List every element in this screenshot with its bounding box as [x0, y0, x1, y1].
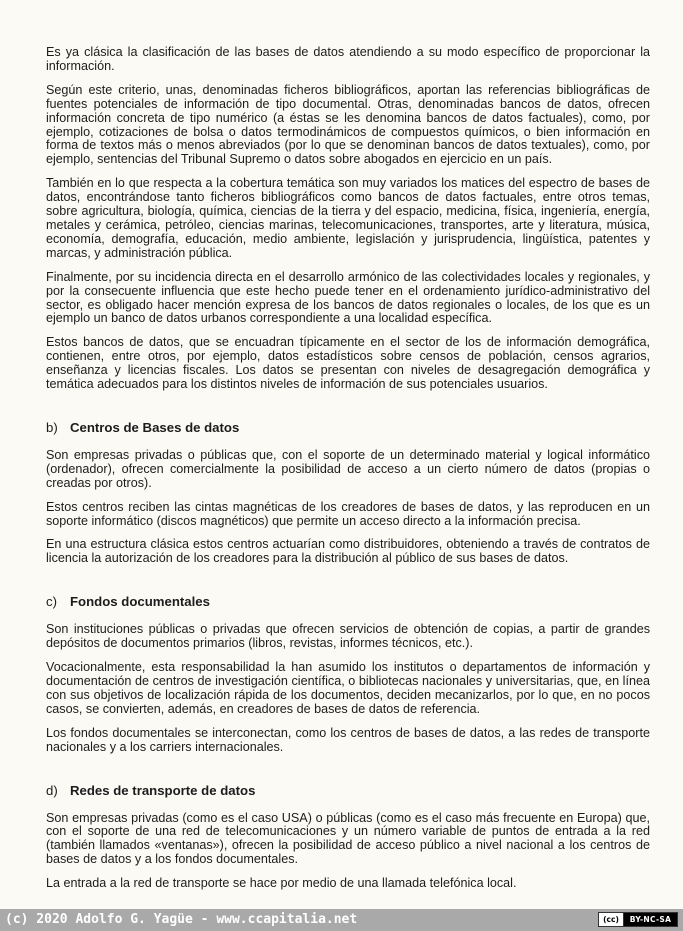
section-title: Redes de transporte de datos — [70, 782, 256, 798]
intro-paragraph-1: Es ya clásica la clasificación de las bases de datos atendiendo a su modo específico de proporcionar la información. — [46, 45, 650, 73]
section-letter: d) — [46, 782, 58, 798]
copyright-footer — [0, 909, 683, 931]
license-label: BY-NC-SA — [624, 913, 677, 926]
section-d-paragraph-1: Son empresas privadas (como es el caso USA) o públicas (como es el caso más frecuente en Europa) que, con el soporte de una red de telecomunicaciones y un número variable de puntos de entrada a la red (también llamados «ventanas»), ofrecen la posibilidad de acceso público a nivel nacional a los centros de bases de datos y a los fondos documentales. — [46, 810, 650, 867]
section-heading-b — [46, 420, 650, 435]
copyright-text: (c) 2020 Adolfo G. Yagüe - www.ccapitalia.net — [5, 912, 358, 927]
section-c-paragraph-2: Vocacionalmente, esta responsabilidad la han asumido los institutos o departamentos de información y documentación de centros de investigación científica, o bibliotecas nacionales y universitarias, que, en línea con sus objetivos de localización rápida de los documentos, deciden mecanizarlos, por lo que, en no pocos casos, se convierten, además, en creadores de bases de datos de referencia. — [46, 660, 650, 716]
license-badge — [598, 912, 678, 927]
intro-paragraph-2: Según este criterio, unas, denominadas ficheros bibliográficos, aportan las referencias bibliográficas de fuentes potenciales de información de tipo documental. Otras, denominadas bancos de datos, ofrecen información concreta de tipo numérico (a éstas se les denomina bancos de datos factuales), como, por ejemplo, cotizaciones de bolsa o datos termodinámicos de compuestos químicos, o bien información en forma de textos más o menos abreviados (por lo que se denominan bancos de datos textuales), como, por ejemplo, sentencias del Tribunal Supremo o datos sobre abogados en ejercicio en un país. — [46, 82, 650, 167]
section-letter: b) — [46, 419, 58, 435]
section-c-paragraph-1: Son instituciones públicas o privadas que ofrecen servicios de obtención de copias, a partir de grandes depósitos de documentos primarios (libros, revistas, informes técnicos, etc.). — [46, 622, 650, 651]
section-b-paragraph-2: Estos centros reciben las cintas magnéticas de los creadores de bases de datos, y las reproducen en un soporte informático (discos magnéticos) que permite un acceso directo a la información precisa. — [46, 499, 650, 528]
section-c-paragraph-3: Los fondos documentales se interconectan, como los centros de bases de datos, a las redes de transporte nacionales y a los carriers internacionales. — [46, 725, 650, 754]
section-title: Fondos documentales — [70, 594, 210, 610]
section-heading-c — [46, 594, 650, 609]
creative-commons-icon: (cc) — [599, 913, 624, 926]
section-letter: c) — [46, 594, 57, 610]
section-b-paragraph-1: Son empresas privadas o públicas que, con el soporte de un determinado material y logical informático (ordenador), ofrecen comercialmente la posibilidad de acceso a un cierto número de datos (propias o creadas por otros). — [46, 447, 650, 490]
section-heading-d — [46, 783, 650, 798]
intro-paragraph-3: También en lo que respecta a la cobertura temática son muy variados los matices del espectro de bases de datos, encontrándose tanto ficheros bibliográficos como bancos de datos factuales, entre otros temas, sobre agricultura, biología, química, ciencias de la tierra y del espacio, medicina, física, ingeniería, energía, metales y cerámica, petróleo, ciencias marinas, telecomunicaciones, transportes, arte y literatura, música, economía, demografía, educación, medio ambiente, legislación y jurisprudencia, lingüística, patentes y marcas, y administración pública. — [46, 176, 650, 260]
document-body — [46, 46, 650, 901]
intro-paragraph-4: Finalmente, por su incidencia directa en el desarrollo armónico de las colectividades locales y regionales, y por la consecuente influencia que este hecho puede tener en el ordenamiento jurídico-administrativo del sector, es obligado hacer mención expresa de los bancos de datos regionales o locales, de los que es un ejemplo un banco de datos urbanos correspondiente a una localidad específica. — [46, 269, 650, 326]
section-b-paragraph-3: En una estructura clásica estos centros actuarían como distribuidores, obteniendo a través de contratos de licencia la autorización de los creadores para la distribución al público de sus bases de datos. — [46, 537, 650, 566]
section-d-paragraph-2: La entrada a la red de transporte se hace por medio de una llamada telefónica local. — [46, 876, 517, 891]
section-title: Centros de Bases de datos — [70, 419, 240, 435]
intro-paragraph-5: Estos bancos de datos, que se encuadran típicamente en el sector de los de información demográfica, contienen, entre otros, por ejemplo, datos estadísticos sobre censos de población, censos agrarios, enseñanza y licencias fiscales. Los datos se presentan con niveles de desagregación demográfica y temática adecuados para los distintos niveles de información de sus potenciales usuarios. — [46, 335, 650, 392]
